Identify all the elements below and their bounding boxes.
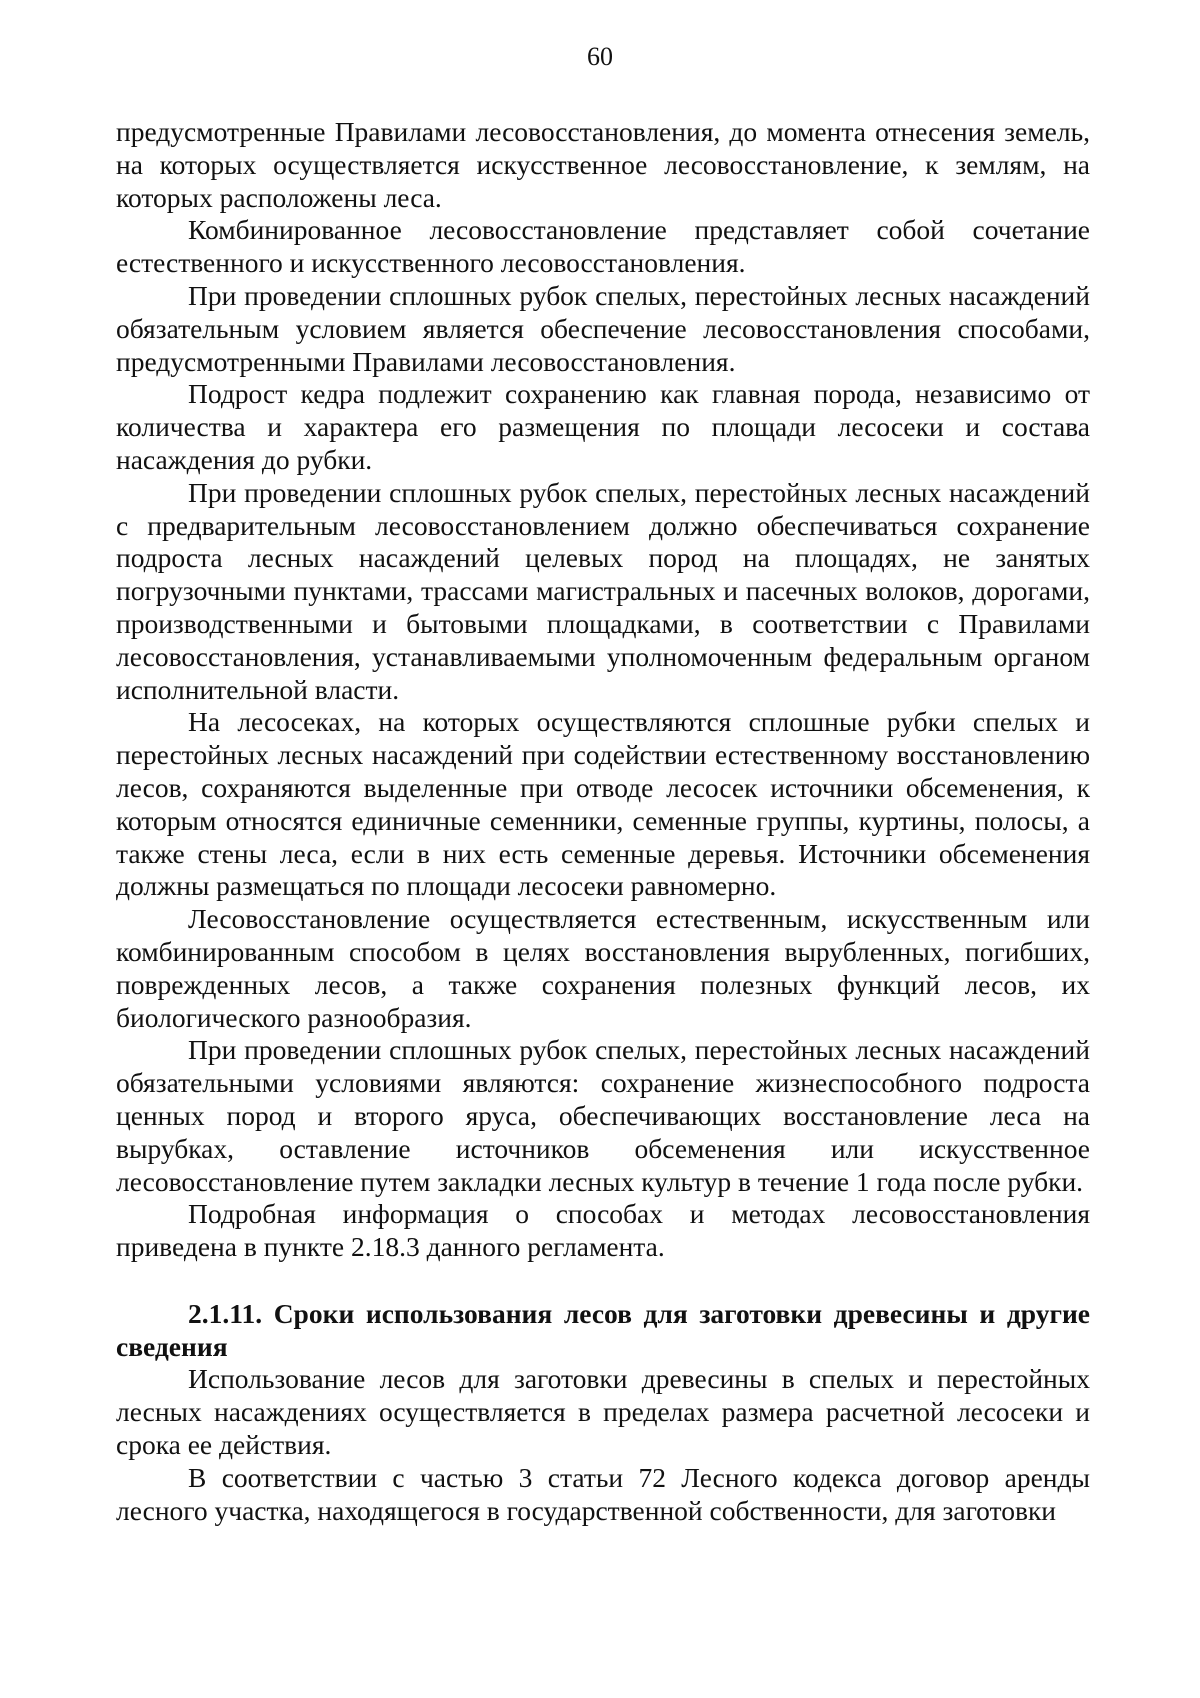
paragraph-continued: предусмотренные Правилами лесовосстановления, до момента отнесения земель, на которых осуществляется искусственное лесовосстановление, к землям, на которых расположены леса.: [116, 116, 1090, 213]
paragraph: Подробная информация о способах и методах лесовосстановления приведена в пункте 2.18.3 данного регламента.: [116, 1198, 1090, 1263]
section-paragraph: Использование лесов для заготовки древесины в спелых и перестойных лесных насаждениях осуществляется в пределах размера расчетной лесосеки и срока ее действия.: [116, 1363, 1090, 1461]
paragraph: При проведении сплошных рубок спелых, перестойных лесных насаждений обязательными условиями являются: сохранение жизнеспособного подроста ценных пород и второго яруса, обеспечивающих восстановление леса на вырубках, оставление источников обсеменения или искусственное лесовосстановление путем закладки лесных культур в течение 1 года после рубки.: [116, 1034, 1090, 1197]
section-paragraph: В соответствии с частью 3 статьи 72 Лесного кодекса договор аренды лесного участка, находящегося в государственной собственности, для заготовки: [116, 1461, 1090, 1526]
paragraph: Комбинированное лесовосстановление представляет собой сочетание естественного и искусственного лесовосстановления.: [116, 214, 1090, 279]
page-number: 60: [587, 42, 613, 71]
section-heading: 2.1.11. Сроки использования лесов для заготовки древесины и другие сведения: [116, 1297, 1090, 1362]
paragraph: При проведении сплошных рубок спелых, перестойных лесных насаждений с предварительным лесовосстановлением должно обеспечиваться сохранение подроста лесных насаждений целевых пород на площадях, не занятых погрузочными пунктами, трассами магистральных и пасечных волоков, дорогами, производственными и бытовыми площадками, в соответствии с Правилами лесовосстановления, устанавливаемыми уполномоченным федеральным органом исполнительной власти.: [116, 476, 1090, 705]
paragraph: При проведении сплошных рубок спелых, перестойных лесных насаждений обязательным условием является обеспечение лесовосстановления способами, предусмотренными Правилами лесовосстановления.: [116, 279, 1090, 377]
paragraph: Лесовосстановление осуществляется естественным, искусственным или комбинированным способом в целях восстановления вырубленных, погибших, поврежденных лесов, а также сохранения полезных функций лесов, их биологического разнообразия.: [116, 903, 1090, 1033]
paragraph: На лесосеках, на которых осуществляются сплошные рубки спелых и перестойных лесных насаждений при содействии естественному восстановлению лесов, сохраняются выделенные при отводе лесосек источники обсеменения, к которым относятся единичные семенники, семенные группы, куртины, полосы, а также стены леса, если в них есть семенные деревья. Источники обсеменения должны размещаться по площади лесосеки равномерно.: [116, 706, 1090, 902]
document-body: [116, 116, 1090, 1527]
paragraph: Подрост кедра подлежит сохранению как главная порода, независимо от количества и характера его размещения по площади лесосеки и состава насаждения до рубки.: [116, 378, 1090, 475]
